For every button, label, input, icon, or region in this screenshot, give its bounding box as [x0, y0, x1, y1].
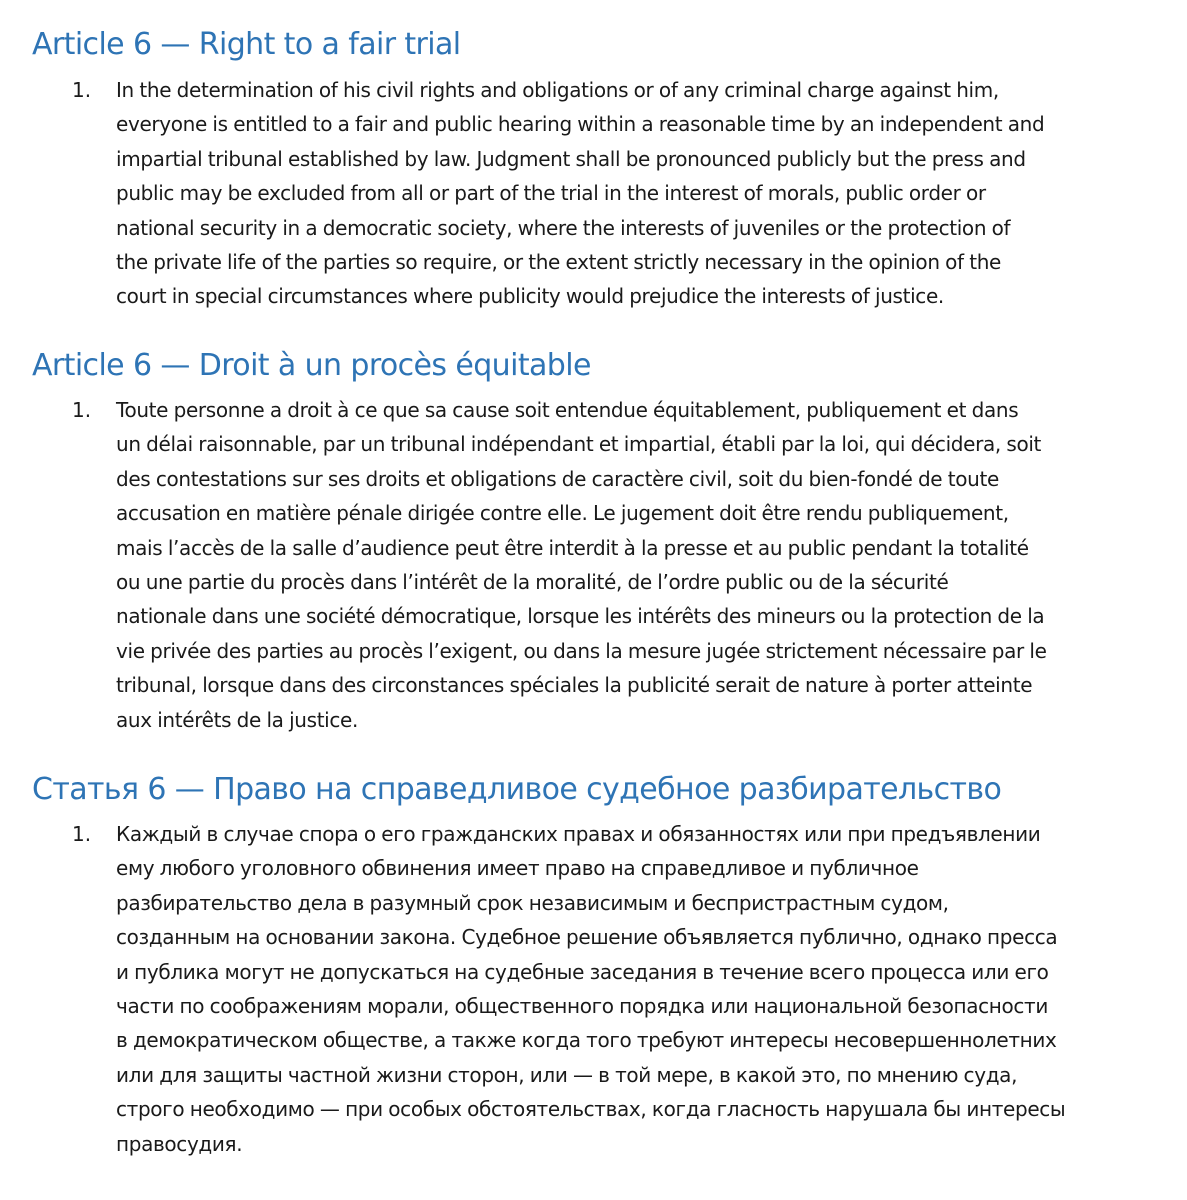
paragraph-line: mais l’accès de la salle d’audience peut être interdit à la presse et au public pendant la totalité: [116, 535, 1029, 560]
paragraph-line: tribunal, lorsque dans des circonstances spéciales la publicité serait de nature à porter atteinte: [116, 673, 1033, 698]
paragraph-line: national security in a democratic society, where the interests of juveniles or the protection of: [116, 215, 1011, 240]
list-item-number: 1.: [72, 822, 92, 846]
paragraph-line: nationale dans une société démocratique, lorsque les intérêts des mineurs ou la protection de la: [116, 604, 1045, 629]
paragraph-line: everyone is entitled to a fair and public hearing within a reasonable time by an independent and: [116, 112, 1045, 137]
paragraph-line: public may be excluded from all or part of the trial in the interest of morals, public order or: [116, 181, 986, 206]
paragraph-line: the private life of the parties so require, or the extent strictly necessary in the opinion of the: [116, 249, 1002, 274]
article-heading: Статья 6 — Право на справедливое судебное разбирательство: [32, 772, 1002, 807]
paragraph-line: ему любого уголовного обвинения имеет право на справедливое и публичное: [116, 856, 919, 881]
paragraph-line: court in special circumstances where publicity would prejudice the interests of justice.: [116, 284, 944, 309]
paragraph-line: или для защиты частной жизни сторон, или — в той мере, в какой это, по мнению суда,: [116, 1062, 1018, 1087]
paragraph-line: un délai raisonnable, par un tribunal indépendant et impartial, établi par la loi, qui décidera, soit: [116, 432, 1042, 457]
article-paragraph: [116, 393, 1156, 737]
list-item-number: 1.: [72, 398, 92, 422]
paragraph-line: части по соображениям морали, общественного порядка или национальной безопасности: [116, 993, 1048, 1018]
list-item-number: 1.: [72, 78, 92, 102]
article-heading: Article 6 — Right to a fair trial: [32, 27, 461, 62]
paragraph-line: строго необходимо — при особых обстоятельствах, когда гласность нарушала бы интересы: [116, 1097, 1066, 1122]
paragraph-line: правосудия.: [116, 1131, 243, 1156]
paragraph-line: des contestations sur ses droits et obligations de caractère civil, soit du bien-fondé de toute: [116, 466, 999, 491]
paragraph-line: созданным на основании закона. Судебное решение объявляется публично, однако пресса: [116, 925, 1058, 950]
paragraph-line: Toute personne a droit à ce que sa cause soit entendue équitablement, publiquement et dans: [116, 398, 1019, 422]
paragraph-line: aux intérêts de la justice.: [116, 707, 358, 732]
article-heading: Article 6 — Droit à un procès équitable: [32, 348, 591, 383]
article-paragraph: [116, 817, 1156, 1161]
article-paragraph: [116, 73, 1156, 314]
paragraph-line: In the determination of his civil rights and obligations or of any criminal charge against him,: [116, 78, 999, 102]
paragraph-line: ou une partie du procès dans l’intérêt de la moralité, de l’ordre public ou de la sécurité: [116, 569, 949, 594]
paragraph-line: в демократическом обществе, а также когда того требуют интересы несовершеннолетних: [116, 1028, 1057, 1053]
paragraph-line: vie privée des parties au procès l’exigent, ou dans la mesure jugée strictement nécessaire par le: [116, 638, 1047, 663]
paragraph-line: и публика могут не допускаться на судебные заседания в течение всего процесса или его: [116, 959, 1049, 984]
paragraph-line: разбирательство дела в разумный срок независимым и беспристрастным судом,: [116, 890, 949, 915]
paragraph-line: Каждый в случае спора о его гражданских правах и обязанностях или при предъявлении: [116, 822, 1041, 846]
paragraph-line: accusation en matière pénale dirigée contre elle. Le jugement doit être rendu publiquement,: [116, 501, 1009, 526]
paragraph-line: impartial tribunal established by law. Judgment shall be pronounced publicly but the press and: [116, 146, 1026, 171]
